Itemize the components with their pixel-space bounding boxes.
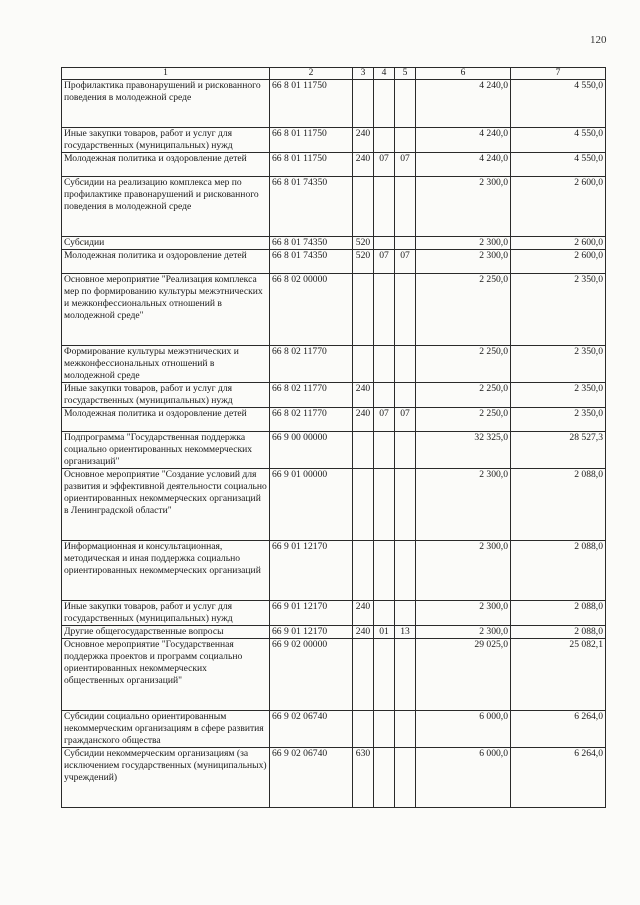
header-col-4: 4 xyxy=(374,68,395,80)
table-row xyxy=(62,346,606,383)
row-code: 66 9 02 06740 xyxy=(270,711,353,748)
row-section xyxy=(374,346,395,383)
budget-table xyxy=(61,67,606,808)
row-code: 66 8 02 11770 xyxy=(270,408,353,432)
header-col-3: 3 xyxy=(353,68,374,80)
row-subsection xyxy=(395,601,416,626)
row-section xyxy=(374,383,395,408)
row-subsection xyxy=(395,346,416,383)
row-expense-type xyxy=(353,274,374,346)
row-code: 66 8 02 00000 xyxy=(270,274,353,346)
row-name: Основное мероприятие "Реализация комплекса мер по формированию культуры межэтнических и межконфессиональных отношений в молодежной среде" xyxy=(62,274,270,346)
row-expense-type xyxy=(353,541,374,601)
row-amount-col7: 2 350,0 xyxy=(511,274,606,346)
row-amount-col6: 32 325,0 xyxy=(416,432,511,469)
row-name: Основное мероприятие "Государственная поддержка проектов и программ социально ориентированных некоммерческих общественных организаций" xyxy=(62,639,270,711)
row-expense-type xyxy=(353,177,374,237)
row-code: 66 9 01 12170 xyxy=(270,626,353,639)
row-expense-type: 240 xyxy=(353,601,374,626)
row-name: Другие общегосударственные вопросы xyxy=(62,626,270,639)
table-row xyxy=(62,177,606,237)
row-code: 66 8 01 11750 xyxy=(270,153,353,177)
row-code: 66 8 02 11770 xyxy=(270,383,353,408)
row-amount-col6: 2 250,0 xyxy=(416,383,511,408)
row-name: Субсидии на реализацию комплекса мер по профилактике правонарушений и рискованного поведения в молодежной среде xyxy=(62,177,270,237)
header-col-1: 1 xyxy=(62,68,270,80)
row-amount-col7: 2 088,0 xyxy=(511,626,606,639)
row-subsection xyxy=(395,432,416,469)
table-row xyxy=(62,626,606,639)
row-expense-type: 630 xyxy=(353,748,374,808)
table-row xyxy=(62,408,606,432)
row-amount-col6: 2 300,0 xyxy=(416,541,511,601)
table-row xyxy=(62,128,606,153)
row-amount-col7: 2 350,0 xyxy=(511,408,606,432)
row-amount-col7: 4 550,0 xyxy=(511,128,606,153)
row-section xyxy=(374,274,395,346)
row-name: Иные закупки товаров, работ и услуг для государственных (муниципальных) нужд xyxy=(62,601,270,626)
row-amount-col6: 2 250,0 xyxy=(416,346,511,383)
row-code: 66 9 02 00000 xyxy=(270,639,353,711)
table-row xyxy=(62,237,606,250)
row-amount-col7: 28 527,3 xyxy=(511,432,606,469)
row-amount-col7: 2 600,0 xyxy=(511,250,606,274)
header-col-6: 6 xyxy=(416,68,511,80)
row-amount-col6: 2 250,0 xyxy=(416,408,511,432)
row-section xyxy=(374,80,395,128)
header-col-7: 7 xyxy=(511,68,606,80)
row-code: 66 8 01 74350 xyxy=(270,177,353,237)
row-code: 66 9 01 12170 xyxy=(270,601,353,626)
table-row xyxy=(62,153,606,177)
row-code: 66 9 00 00000 xyxy=(270,432,353,469)
row-name: Информационная и консультационная, методическая и иная поддержка социально ориентированных некоммерческих организаций xyxy=(62,541,270,601)
row-section xyxy=(374,237,395,250)
row-expense-type xyxy=(353,432,374,469)
row-amount-col7: 4 550,0 xyxy=(511,80,606,128)
row-amount-col6: 6 000,0 xyxy=(416,748,511,808)
row-section xyxy=(374,639,395,711)
row-expense-type xyxy=(353,711,374,748)
table-row xyxy=(62,469,606,541)
row-subsection: 07 xyxy=(395,153,416,177)
row-name: Подпрограмма "Государственная поддержка социально ориентированных некоммерческих организаций" xyxy=(62,432,270,469)
row-amount-col7: 2 600,0 xyxy=(511,237,606,250)
row-subsection xyxy=(395,237,416,250)
row-expense-type: 240 xyxy=(353,383,374,408)
row-expense-type xyxy=(353,80,374,128)
table-row xyxy=(62,250,606,274)
table-row xyxy=(62,748,606,808)
row-amount-col7: 2 350,0 xyxy=(511,346,606,383)
row-amount-col6: 2 300,0 xyxy=(416,237,511,250)
row-expense-type: 520 xyxy=(353,237,374,250)
row-name: Субсидии социально ориентированным некоммерческим организациям в сфере развития гражданского общества xyxy=(62,711,270,748)
row-section xyxy=(374,177,395,237)
row-section: 07 xyxy=(374,250,395,274)
row-section xyxy=(374,128,395,153)
row-code: 66 8 02 11770 xyxy=(270,346,353,383)
header-col-5: 5 xyxy=(395,68,416,80)
row-amount-col6: 6 000,0 xyxy=(416,711,511,748)
table-row xyxy=(62,432,606,469)
row-amount-col6: 2 250,0 xyxy=(416,274,511,346)
row-amount-col6: 2 300,0 xyxy=(416,250,511,274)
row-amount-col6: 2 300,0 xyxy=(416,601,511,626)
page-number: 120 xyxy=(590,34,607,46)
row-name: Основное мероприятие "Создание условий для развития и эффективной деятельности социально ориентированных некоммерческих организаций в Ленинградской области" xyxy=(62,469,270,541)
row-expense-type xyxy=(353,469,374,541)
row-expense-type: 240 xyxy=(353,408,374,432)
row-amount-col7: 2 088,0 xyxy=(511,469,606,541)
row-subsection: 07 xyxy=(395,250,416,274)
row-name: Профилактика правонарушений и рискованного поведения в молодежной среде xyxy=(62,80,270,128)
row-amount-col7: 4 550,0 xyxy=(511,153,606,177)
row-code: 66 8 01 11750 xyxy=(270,80,353,128)
row-amount-col6: 29 025,0 xyxy=(416,639,511,711)
row-code: 66 9 01 12170 xyxy=(270,541,353,601)
row-amount-col6: 4 240,0 xyxy=(416,80,511,128)
row-code: 66 8 01 74350 xyxy=(270,237,353,250)
row-amount-col7: 25 082,1 xyxy=(511,639,606,711)
row-name: Формирование культуры межэтнических и межконфессиональных отношений в молодежной среде xyxy=(62,346,270,383)
row-subsection xyxy=(395,80,416,128)
row-amount-col7: 6 264,0 xyxy=(511,711,606,748)
row-name: Субсидии некоммерческим организациям (за исключением государственных (муниципальных) учреждений) xyxy=(62,748,270,808)
row-code: 66 9 02 06740 xyxy=(270,748,353,808)
row-section xyxy=(374,432,395,469)
row-code: 66 8 01 11750 xyxy=(270,128,353,153)
row-section: 01 xyxy=(374,626,395,639)
row-amount-col7: 2 350,0 xyxy=(511,383,606,408)
row-amount-col7: 2 600,0 xyxy=(511,177,606,237)
row-section xyxy=(374,601,395,626)
table-row xyxy=(62,80,606,128)
row-subsection xyxy=(395,639,416,711)
row-section: 07 xyxy=(374,153,395,177)
row-name: Молодежная политика и оздоровление детей xyxy=(62,250,270,274)
row-amount-col6: 4 240,0 xyxy=(416,153,511,177)
row-name: Субсидии xyxy=(62,237,270,250)
row-amount-col6: 2 300,0 xyxy=(416,469,511,541)
table-row xyxy=(62,274,606,346)
row-name: Иные закупки товаров, работ и услуг для государственных (муниципальных) нужд xyxy=(62,128,270,153)
row-subsection xyxy=(395,541,416,601)
header-col-2: 2 xyxy=(270,68,353,80)
row-amount-col6: 4 240,0 xyxy=(416,128,511,153)
row-name: Молодежная политика и оздоровление детей xyxy=(62,408,270,432)
row-subsection: 13 xyxy=(395,626,416,639)
row-amount-col7: 2 088,0 xyxy=(511,601,606,626)
table-row xyxy=(62,383,606,408)
row-expense-type: 520 xyxy=(353,250,374,274)
row-subsection xyxy=(395,469,416,541)
row-subsection xyxy=(395,711,416,748)
row-amount-col7: 6 264,0 xyxy=(511,748,606,808)
table-row xyxy=(62,541,606,601)
row-expense-type: 240 xyxy=(353,626,374,639)
row-amount-col7: 2 088,0 xyxy=(511,541,606,601)
row-subsection: 07 xyxy=(395,408,416,432)
row-expense-type xyxy=(353,639,374,711)
table-row xyxy=(62,601,606,626)
row-section xyxy=(374,469,395,541)
row-section: 07 xyxy=(374,408,395,432)
row-subsection xyxy=(395,177,416,237)
row-expense-type: 240 xyxy=(353,153,374,177)
row-amount-col6: 2 300,0 xyxy=(416,177,511,237)
row-subsection xyxy=(395,383,416,408)
row-subsection xyxy=(395,748,416,808)
header-row xyxy=(62,68,606,80)
row-name: Иные закупки товаров, работ и услуг для государственных (муниципальных) нужд xyxy=(62,383,270,408)
row-name: Молодежная политика и оздоровление детей xyxy=(62,153,270,177)
row-amount-col6: 2 300,0 xyxy=(416,626,511,639)
table-row xyxy=(62,639,606,711)
row-subsection xyxy=(395,274,416,346)
row-section xyxy=(374,541,395,601)
row-section xyxy=(374,711,395,748)
row-expense-type xyxy=(353,346,374,383)
row-section xyxy=(374,748,395,808)
row-expense-type: 240 xyxy=(353,128,374,153)
table-row xyxy=(62,711,606,748)
row-code: 66 8 01 74350 xyxy=(270,250,353,274)
row-code: 66 9 01 00000 xyxy=(270,469,353,541)
row-subsection xyxy=(395,128,416,153)
